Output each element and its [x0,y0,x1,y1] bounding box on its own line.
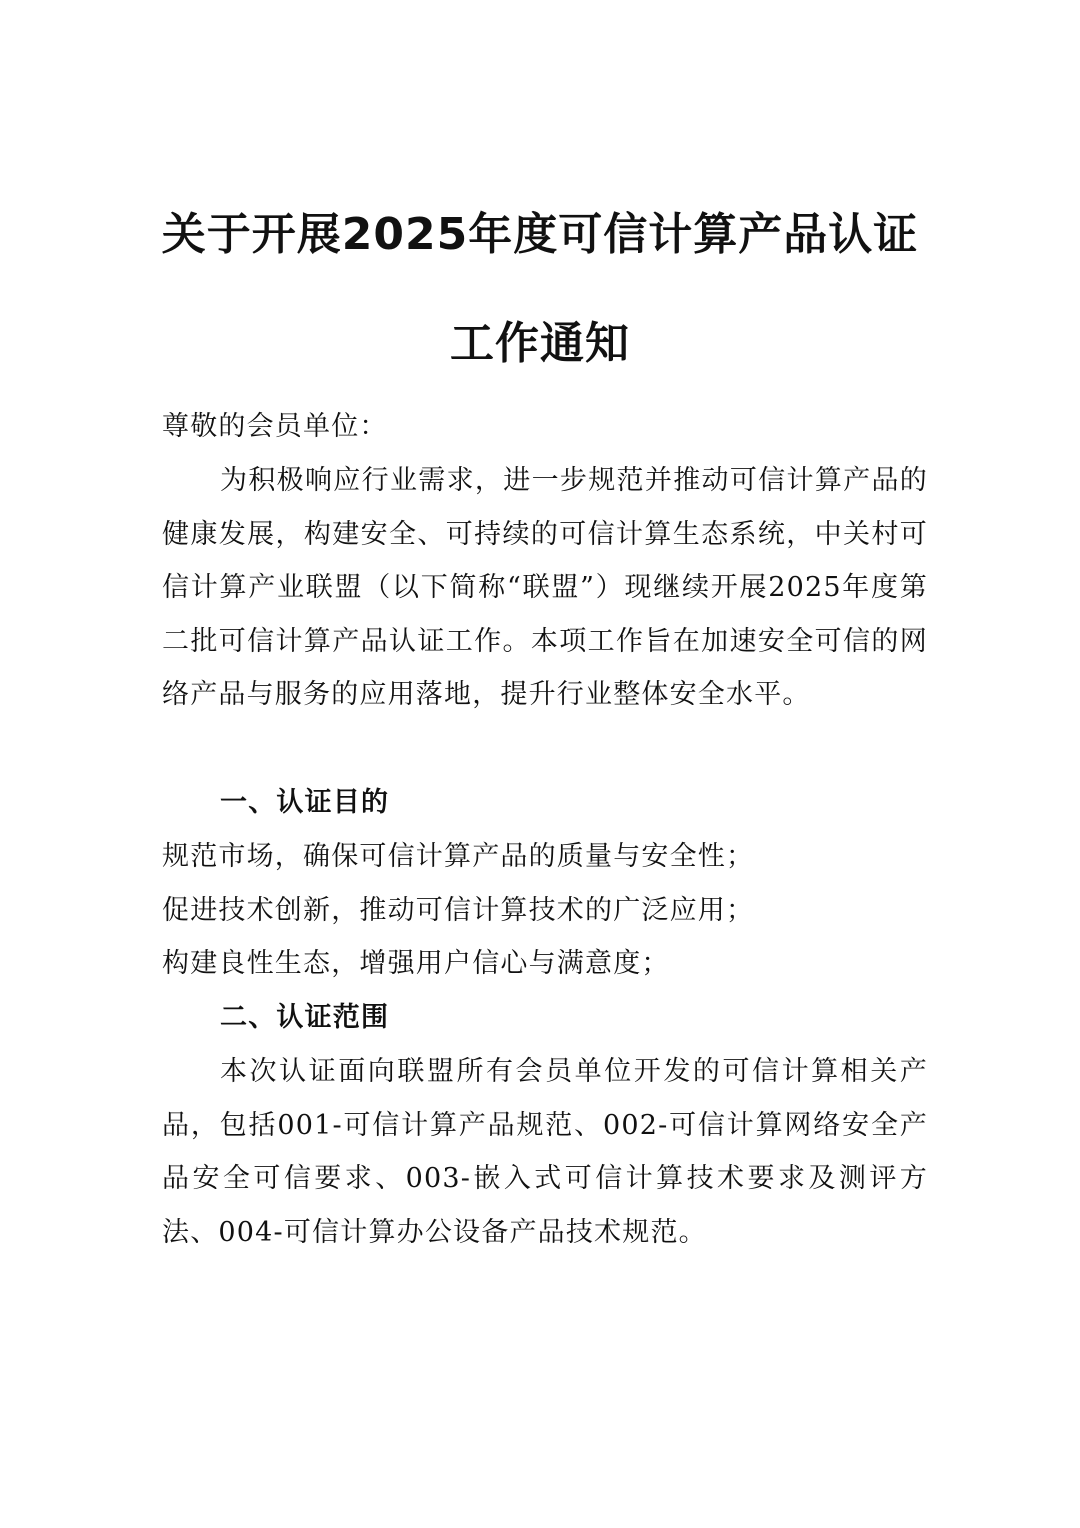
list-item: 促进技术创新，推动可信计算技术的广泛应用； [162,894,755,926]
scope-paragraph: 本次认证面向联盟所有会员单位开发的可信计算相关产品，包括001-可信计算产品规范、002-可信计算网络安全产品安全可信要求、003-嵌入式可信计算技术要求及测评方法、004-可信计算办公设备产品技术规范。 [162,1056,928,1248]
section-heading-scope: 二、认证范围 [220,1002,390,1033]
intro-paragraph: 为积极响应行业需求，进一步规范并推动可信计算产品的健康发展，构建安全、可持续的可信计算生态系统，中关村可信计算产业联盟（以下简称“联盟”）现继续开展2025年度第二批可信计算产品认证工作。本项工作旨在加速安全可信的网络产品与服务的应用落地，提升行业整体安全水平。 [162,465,928,710]
list-item: 规范市场，确保可信计算产品的质量与安全性； [162,841,755,872]
list-item: 构建良性生态，增强用户信心与满意度； [162,948,670,979]
document-title-line-2: 工作通知 [450,318,630,369]
salutation: 尊敬的会员单位： [162,411,388,442]
purpose-list [162,830,928,991]
document-title-line-1: 关于开展2025年度可信计算产品认证 [161,209,919,260]
section-heading-purpose: 一、认证目的 [220,787,390,818]
